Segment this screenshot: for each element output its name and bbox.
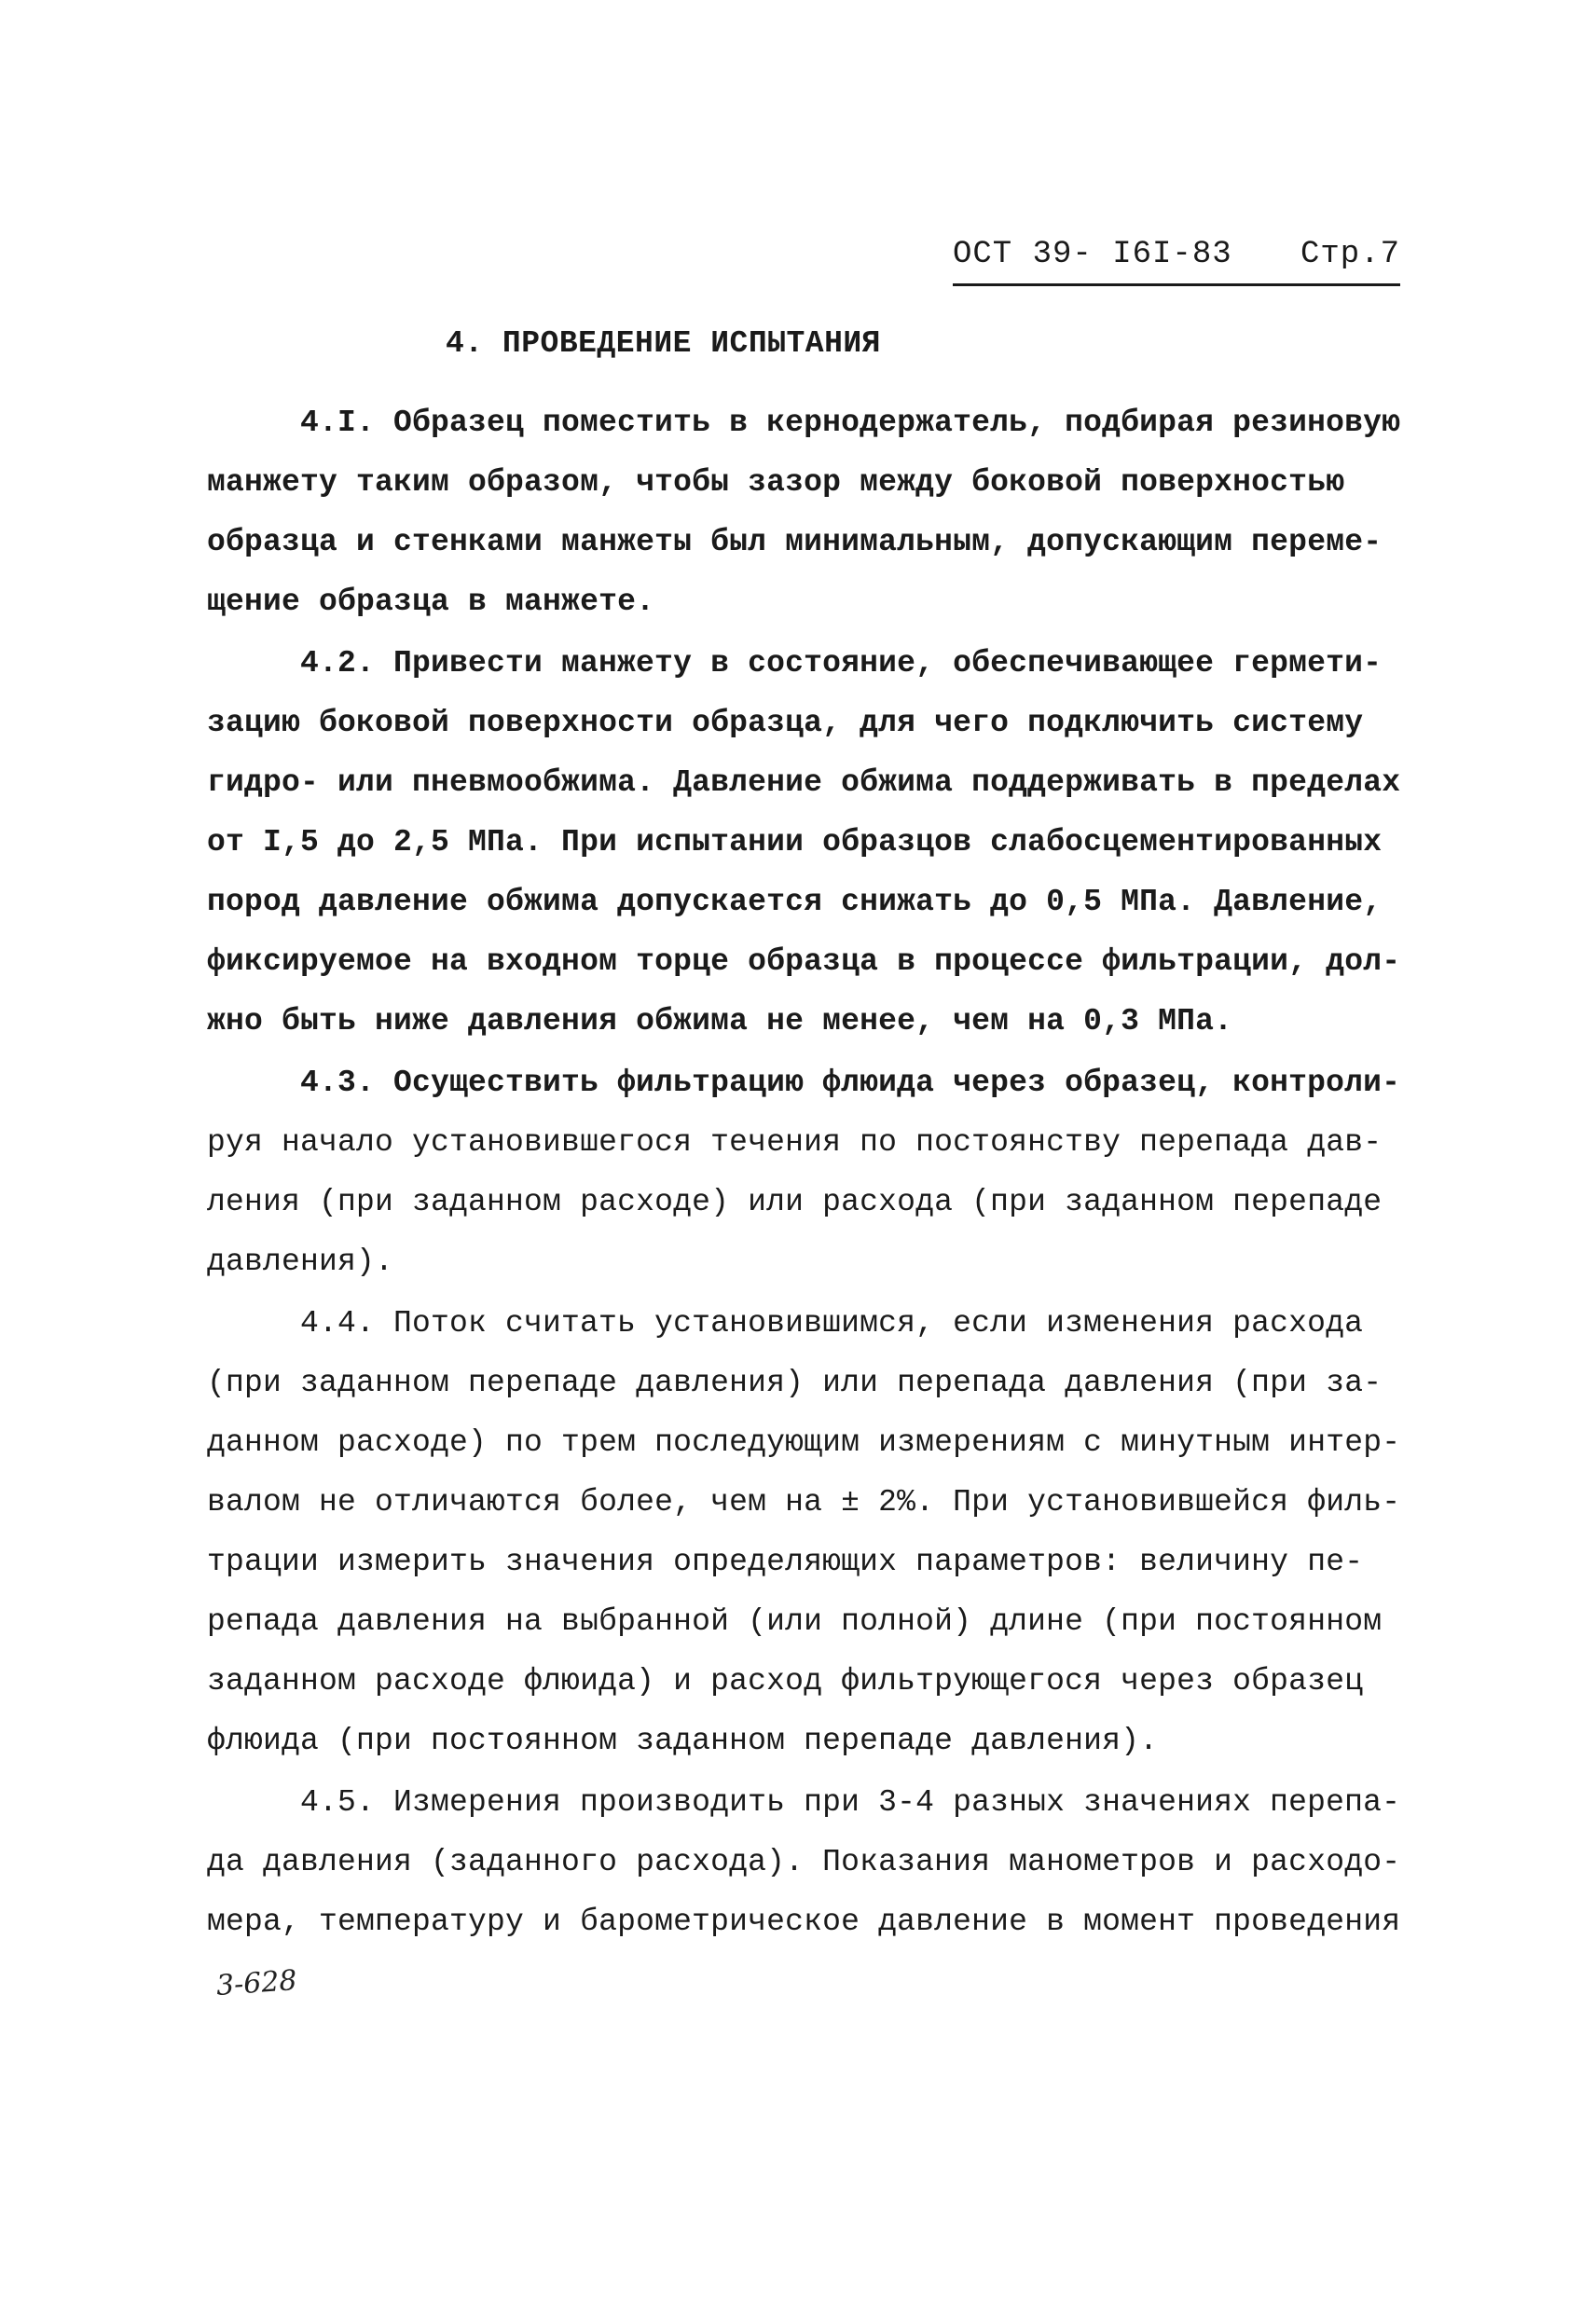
text-line: фиксируемое на входном торце образца в процессе фильтрации, дол- — [207, 944, 1401, 979]
document-code: ОСТ 39- I6I-83 — [953, 237, 1232, 272]
text-line: манжету таким образом, чтобы зазор между боковой поверхностью — [207, 465, 1345, 500]
text-line: 4.I. Образец поместить в кернодержатель, подбирая резиновую — [300, 406, 1401, 440]
text-line: заданном расходе флюида) и расход фильтрующегося через образец — [207, 1664, 1364, 1699]
text-line: 4.2. Привести манжету в состояние, обеспечивающее гермети- — [300, 646, 1383, 681]
text-line: давления). — [207, 1245, 394, 1279]
text-line: ления (при заданном расходе) или расхода (при заданном перепаде — [207, 1185, 1383, 1219]
text-line: щение образца в манжете. — [207, 585, 655, 619]
page-header — [953, 233, 1400, 289]
text-line: да давления (заданного расхода). Показания манометров и расходо- — [207, 1845, 1401, 1879]
text-line: 4.4. Поток считать установившимся, если изменения расхода — [300, 1306, 1364, 1341]
text-line: репада давления на выбранной (или полной) длине (при постоянном — [207, 1604, 1383, 1639]
header-rule — [953, 283, 1400, 286]
text-line: зацию боковой поверхности образца, для чего подключить систему — [207, 706, 1364, 740]
text-line: трации измерить значения определяющих параметров: величину пе- — [207, 1545, 1364, 1579]
text-line: жно быть ниже давления обжима не менее, чем на 0,3 МПа. — [207, 1004, 1233, 1039]
text-line: 4.5. Измерения производить при 3-4 разных значениях перепа- — [300, 1785, 1401, 1820]
text-line: данном расходе) по трем последующим измерениям с минутным интер- — [207, 1425, 1401, 1460]
text-line: пород давление обжима допускается снижать до 0,5 МПа. Давление, — [207, 885, 1383, 919]
text-line: мера, температуру и барометрическое давление в момент проведения — [207, 1905, 1401, 1939]
handwritten-note: 3-628 — [214, 1964, 298, 2002]
text-line: гидро- или пневмообжима. Давление обжима поддерживать в пределах — [207, 765, 1401, 800]
text-line: образца и стенками манжеты был минимальным, допускающим переме- — [207, 525, 1383, 559]
text-line: флюида (при постоянном заданном перепаде давления). — [207, 1724, 1159, 1758]
page-number: Стр.7 — [1300, 237, 1400, 272]
text-line: валом не отличаются более, чем на ± 2%. При установившейся филь- — [207, 1485, 1401, 1520]
text-line: (при заданном перепаде давления) или перепада давления (при за- — [207, 1366, 1383, 1400]
text-line: от I,5 до 2,5 МПа. При испытании образцов слабосцементированных — [207, 825, 1383, 860]
text-line: 4.3. Осуществить фильтрацию флюида через образец, контроли- — [300, 1066, 1401, 1100]
section-title: 4. ПРОВЕДЕНИЕ ИСПЫТАНИЯ — [446, 326, 881, 361]
text-line: руя начало установившегося течения по постоянству перепада дав- — [207, 1125, 1383, 1160]
